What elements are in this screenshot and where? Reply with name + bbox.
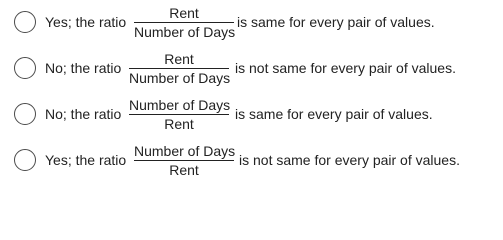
fraction-numerator: Number of Days (129, 97, 231, 113)
option-lead-text: No; the ratio (45, 60, 122, 76)
option-trail-text: is not same for every pair of values. (235, 60, 456, 76)
fraction-bar (129, 68, 229, 69)
ratio-fraction (129, 46, 229, 92)
ratio-fraction (134, 138, 234, 184)
answer-option-b[interactable] (0, 46, 503, 92)
fraction-numerator: Rent (164, 51, 194, 67)
option-lead-text: No; the ratio (45, 106, 122, 122)
fraction-numerator: Rent (169, 5, 199, 21)
ratio-fraction (134, 0, 234, 46)
radio-button-d[interactable] (14, 149, 36, 171)
fraction-denominator: Rent (169, 162, 199, 178)
fraction-denominator: Rent (164, 116, 194, 132)
fraction-bar (134, 160, 234, 161)
ratio-fraction (129, 92, 229, 138)
fraction-numerator: Number of Days (134, 143, 236, 159)
option-trail-text: is not same for every pair of values. (239, 152, 460, 168)
fraction-denominator: Number of Days (134, 24, 236, 40)
option-lead-text: Yes; the ratio (45, 14, 127, 30)
answer-option-d[interactable] (0, 138, 503, 184)
answer-option-c[interactable] (0, 92, 503, 138)
fraction-denominator: Number of Days (129, 70, 231, 86)
option-trail-text: is same for every pair of values. (235, 106, 433, 122)
fraction-bar (134, 22, 234, 23)
answer-option-a[interactable] (0, 0, 503, 46)
option-lead-text: Yes; the ratio (45, 152, 127, 168)
fraction-bar (129, 114, 229, 115)
radio-button-c[interactable] (14, 103, 36, 125)
radio-button-a[interactable] (14, 11, 36, 33)
option-trail-text: is same for every pair of values. (237, 14, 435, 30)
radio-button-b[interactable] (14, 57, 36, 79)
